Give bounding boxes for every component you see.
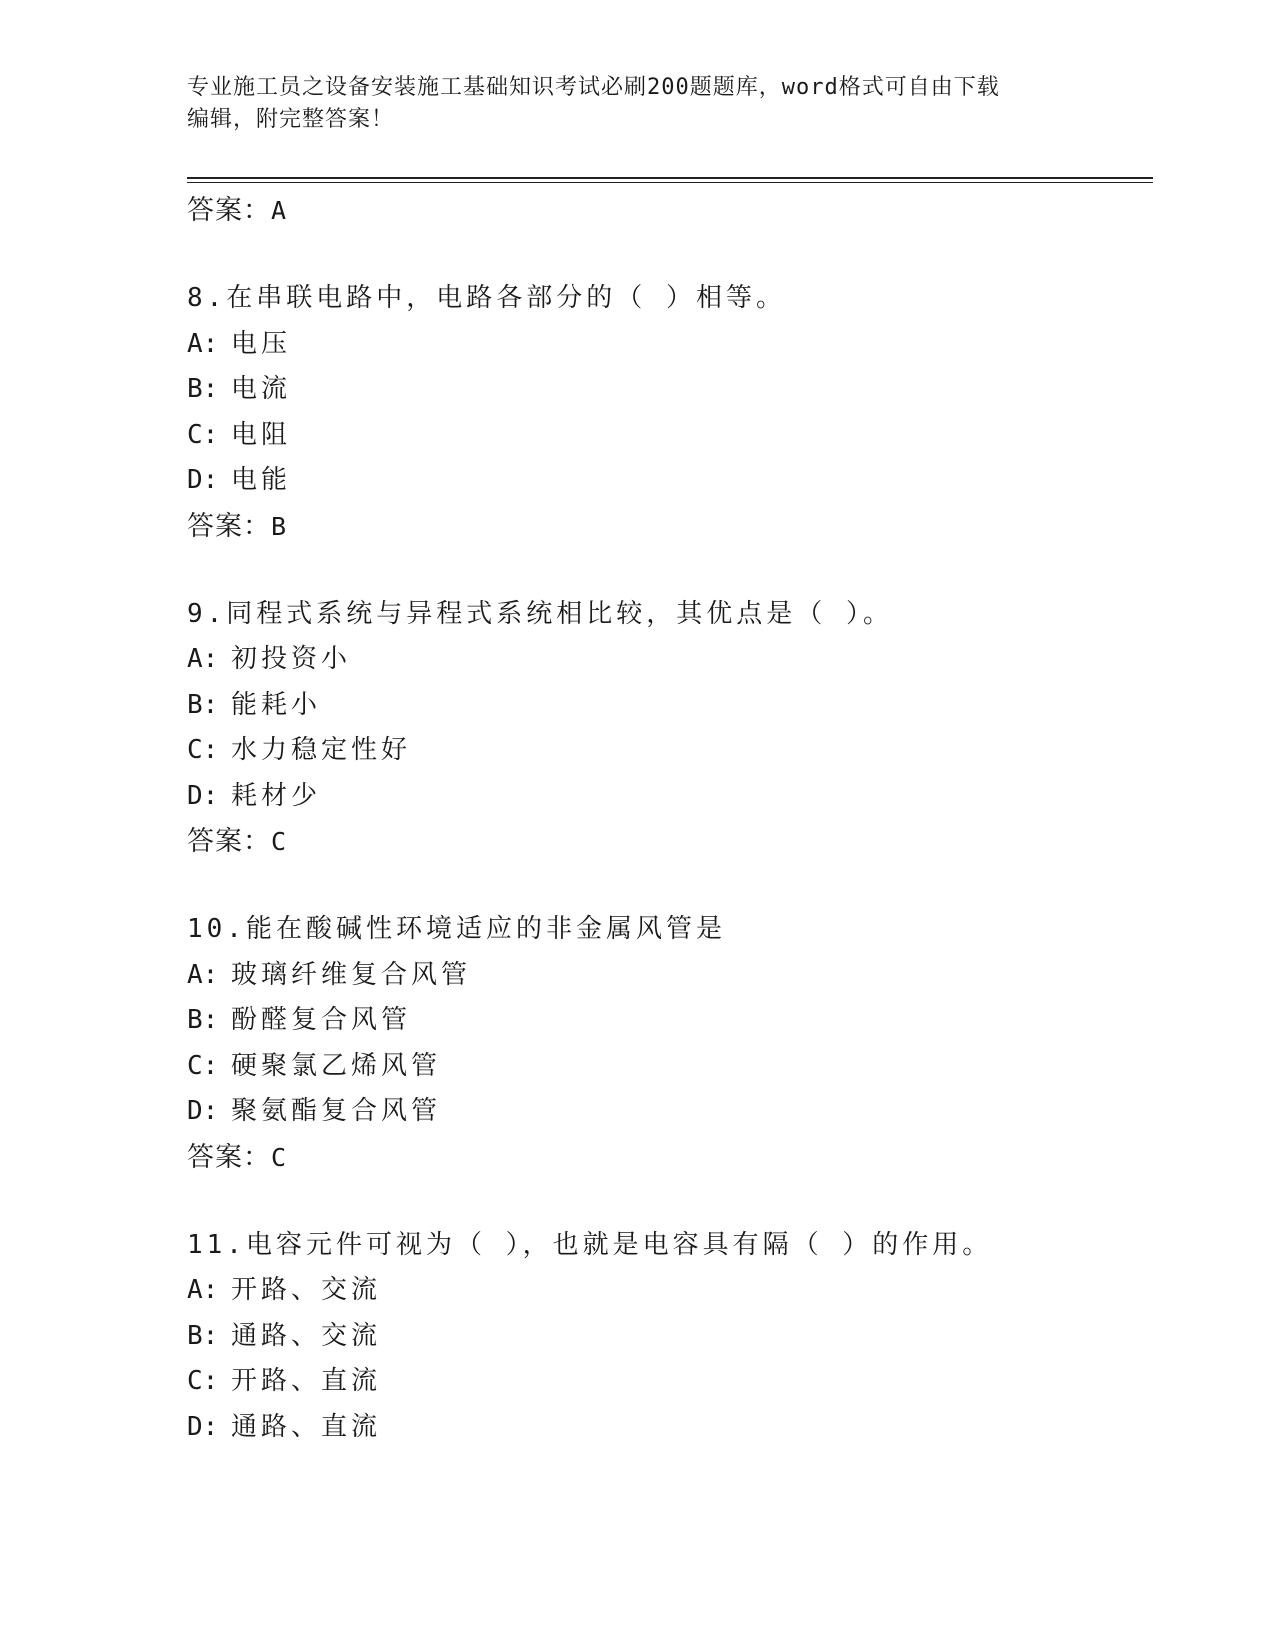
question-stem: 11.电容元件可视为（ ），也就是电容具有隔（ ）的作用。 <box>187 1229 993 1260</box>
answer-label: 答案： <box>187 1141 271 1173</box>
question-stem: 8.在串联电路中，电路各部分的（ ）相等。 <box>187 283 786 313</box>
option-key: C: <box>187 1050 219 1081</box>
option-text: 电能 <box>231 465 292 495</box>
page-header: 专业施工员之设备安装施工基础知识考试必刷200题题库，word格式可自由下载 编辑，附完整答案！ <box>187 75 1000 132</box>
question-list <box>187 188 1153 1450</box>
answer-value: B <box>271 511 288 541</box>
option-key: A: <box>187 328 219 359</box>
option-d <box>187 458 1153 504</box>
option-c <box>187 1359 1153 1405</box>
answer-line <box>187 1135 1153 1180</box>
answer-value: C <box>271 1142 288 1172</box>
answer-label: 答案： <box>187 510 271 542</box>
option-key: D: <box>187 465 219 495</box>
answer-line <box>187 504 1153 549</box>
answer-line <box>187 819 1153 864</box>
option-text: 水力稳定性好 <box>231 735 412 765</box>
header-divider-thick <box>187 177 1153 179</box>
option-text: 硬聚氯乙烯风管 <box>231 1050 442 1081</box>
option-a <box>187 322 1153 368</box>
option-key: C: <box>187 735 219 765</box>
option-c <box>187 413 1153 459</box>
option-key: A: <box>187 1275 219 1305</box>
option-key: B: <box>187 1005 219 1035</box>
option-d <box>187 1089 1153 1135</box>
option-d <box>187 774 1153 820</box>
option-text: 开路、交流 <box>231 1275 382 1305</box>
option-key: C: <box>187 419 219 450</box>
question-block <box>187 592 1153 865</box>
option-b <box>187 683 1153 729</box>
header-divider-thin <box>187 182 1153 183</box>
option-text: 电阻 <box>231 419 292 450</box>
option-key: B: <box>187 689 219 720</box>
answer-line <box>187 188 1153 233</box>
option-key: D: <box>187 1096 219 1126</box>
option-text: 开路、直流 <box>231 1366 382 1396</box>
option-text: 玻璃纤维复合风管 <box>231 959 472 990</box>
option-b <box>187 367 1153 413</box>
option-a <box>187 953 1153 999</box>
option-key: A: <box>187 959 219 990</box>
question-block <box>187 1223 1153 1451</box>
option-b <box>187 1314 1153 1360</box>
option-key: C: <box>187 1366 219 1396</box>
option-key: A: <box>187 644 219 674</box>
answer-label: 答案： <box>187 195 271 226</box>
option-b <box>187 998 1153 1044</box>
option-c <box>187 1044 1153 1090</box>
option-key: D: <box>187 780 219 811</box>
option-key: B: <box>187 374 219 404</box>
option-text: 电压 <box>231 328 292 359</box>
question-stem: 10.能在酸碱性环境适应的非金属风管是 <box>187 914 726 944</box>
option-text: 聚氨酯复合风管 <box>231 1096 442 1126</box>
option-text: 初投资小 <box>231 644 352 674</box>
option-key: B: <box>187 1320 219 1351</box>
answer-value: C <box>271 827 288 856</box>
option-a <box>187 1268 1153 1314</box>
question-block <box>187 276 1153 549</box>
option-c <box>187 728 1153 774</box>
answer-value: A <box>271 196 288 225</box>
questions-container <box>187 276 1153 1450</box>
answer-label: 答案： <box>187 826 271 857</box>
option-text: 通路、直流 <box>231 1411 382 1442</box>
option-d <box>187 1405 1153 1451</box>
question-stem: 9.同程式系统与异程式系统相比较，其优点是（ ）。 <box>187 598 893 629</box>
option-a <box>187 637 1153 683</box>
option-key: D: <box>187 1411 219 1442</box>
option-text: 电流 <box>231 374 292 404</box>
option-text: 通路、交流 <box>231 1320 382 1351</box>
question-block <box>187 907 1153 1180</box>
option-text: 酚醛复合风管 <box>231 1005 412 1035</box>
option-text: 能耗小 <box>231 689 322 720</box>
option-text: 耗材少 <box>231 780 322 811</box>
